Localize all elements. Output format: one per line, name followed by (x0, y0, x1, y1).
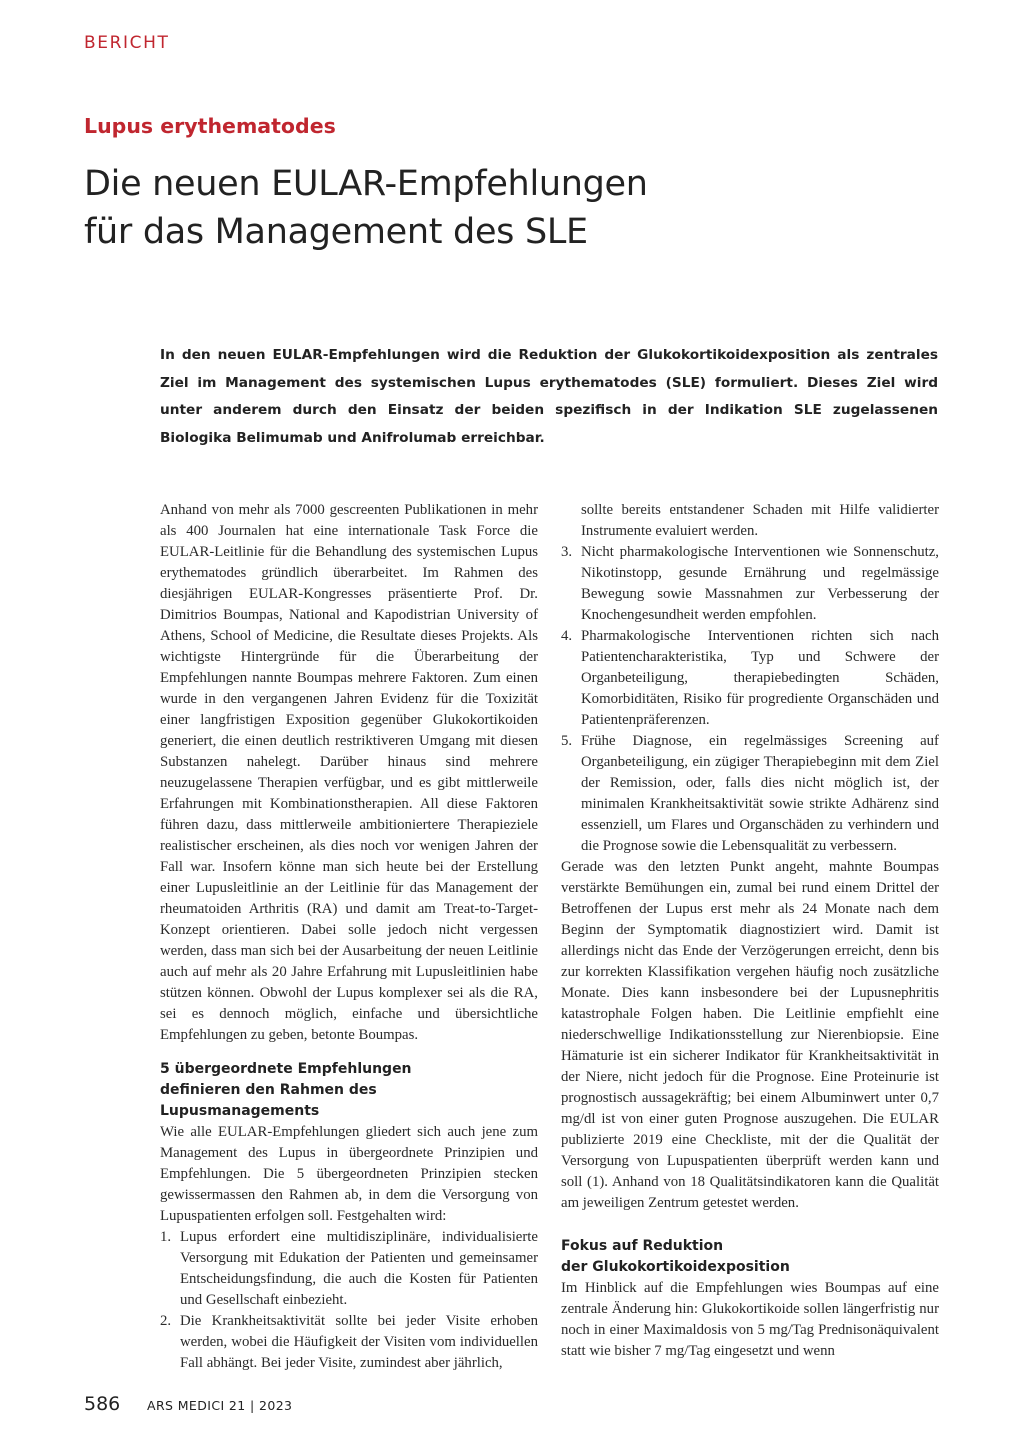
article-kicker: Lupus erythematodes (84, 114, 336, 138)
section-heading-line: Fokus auf Reduktion (561, 1238, 724, 1254)
principles-list (160, 1227, 538, 1374)
page-number: 586 (84, 1393, 121, 1415)
section-label: BERICHT (84, 33, 170, 53)
title-line-2: für das Management des SLE (84, 212, 588, 252)
list-item (160, 1311, 538, 1374)
list-item-text: Pharmakologische Interventionen richten sich nach Patientencharakteristika, Typ und Schwere der Organbeteiligung, therapiebedingten Schäden, Komorbiditäten, Risiko für progrediente Organschäden und Patientenpräferenzen. (581, 628, 939, 728)
text-column-left (160, 500, 538, 1374)
list-item (561, 626, 939, 731)
list-item-number: 3. (561, 544, 573, 560)
list-item-text: Frühe Diagnose, ein regelmässiges Screening auf Organbeteiligung, ein zügiger Therapiebeginn mit dem Ziel der Remission, oder, falls dies nicht möglich ist, der minimalen Krankheitsaktivität sowie strikte Adhärenz sind essenziell, um Flares und Organschäden zu verhindern und die Prognose sowie die Lebensqualität zu verbessern. (581, 733, 939, 854)
article-lead: In den neuen EULAR-Empfehlungen wird die Reduktion der Glukokortikoidexposition als zentrales Ziel im Management des systemischen Lupus erythematodes (SLE) formuliert. Dieses Ziel wird unter anderem durch den Einsatz der beiden spezifisch in der Indikation SLE zugelassenen Biologika Belimumab und Anifrolumab erreichbar. (160, 347, 938, 446)
journal-issue: ARS MEDICI 21 | 2023 (147, 1398, 293, 1413)
body-paragraph: Wie alle EULAR-Empfehlungen gliedert sich auch jene zum Management des Lupus in übergeordnete Prinzipien und Empfehlungen. Die 5 übergeordneten Prinzipien stecken gewissermassen den Rahmen ab, in dem die Versorgung von Lupuspatienten erfolgen soll. Festgehalten wird: (160, 1124, 538, 1224)
list-item-number: 2. (160, 1313, 172, 1329)
list-item-text: Nicht pharmakologische Interventionen wie Sonnenschutz, Nikotinstopp, gesunde Ernährung und regelmässige Bewegung sowie Massnahmen zur Verbesserung der Knochengesundheit werden empfohlen. (581, 544, 939, 623)
section-heading-line: 5 übergeordnete Empfehlungen (160, 1061, 412, 1077)
list-item (561, 731, 939, 857)
body-paragraph: Im Hinblick auf die Empfehlungen wies Boumpas auf eine zentrale Änderung hin: Glukokortikoide sollen längerfristig nur noch in einer Maximaldosis von 5 mg/Tag Prednisonäquivalent statt wie bisher 7 mg/Tag eingesetzt und wenn (561, 1280, 939, 1359)
article-title (84, 160, 944, 256)
list-item (561, 542, 939, 626)
body-paragraph: Gerade was den letzten Punkt angeht, mahnte Boumpas verstärkte Bemühungen ein, zumal bei rund einem Drittel der Betroffenen der Lupus erst mehr als 24 Monate nach dem Beginn der Symptomatik diagnostiziert wird. Damit ist allerdings nicht das Ende der Verzögerungen erreicht, denn bis zur korrekten Klassifikation vergehen häufig noch zusätzliche Monate. Dies kann insbesondere bei der Lupusnephritis katastrophale Folgen haben. Die Leitlinie empfiehlt eine niederschwellige Indikationsstellung zur Nierenbiopsie. Eine Hämaturie ist ein sicherer Indikator für Krankheitsaktivität in der Niere, nicht jedoch für die Prognose. Eine Proteinurie ist prognostisch aussagekräftig; bei einem Albuminwert unter 0,7 mg/dl ist von einer guten Prognose auszugehen. Die EULAR publizierte 2019 eine Checkliste, mit der die Qualität der Versorgung von Lupuspatienten überprüft werden kann und soll (1). Anhand von 18 Qualitätsindikatoren kann die Qualität am jeweiligen Zentrum getestet werden. (561, 859, 939, 1211)
principles-list (561, 542, 939, 857)
list-item-continuation: sollte bereits entstandener Schaden mit Hilfe validierter Instrumente evaluiert werden. (581, 502, 939, 539)
body-paragraph: Anhand von mehr als 7000 gescreenten Publikationen in mehr als 400 Journalen hat eine internationale Task Force die EULAR-Leitlinie für die Behandlung des systemischen Lupus erythematodes gründlich überarbeitet. Im Rahmen des diesjährigen EULAR-Kongresses präsentierte Prof. Dr. Dimitrios Boumpas, National and Kapodistrian University of Athens, School of Medicine, die Resultate dieses Projekts. Als wichtigste Hintergründe für die Überarbeitung der Empfehlungen nannte Boumpas mehrere Faktoren. Zum einen wurde in den vergangenen Jahren Evidenz für die Toxizität einer langfristigen Exposition gegenüber Glukokortikoiden generiert, die einen deutlich restriktiveren Umgang mit diesen Substanzen nahelegt. Darüber hinaus sind mehrere neuzugelassene Therapien verfügbar, und es gibt mittlerweile Erfahrungen mit Kombinationstherapien. All diese Faktoren führen dazu, dass mittlerweile ambitioniertere Therapieziele realistischer erscheinen, als dies noch vor wenigen Jahren der Fall war. Insofern könne man sich heute bei der Erstellung einer Lupusleitlinie an der Leitlinie für das Management der rheumatoiden Arthritis (RA) und damit am Treat-to-Target-Konzept orientieren. Dabei solle jedoch nicht vergessen werden, dass man sich bei der Ausarbeitung der neuen Leitlinie auch auf mehr als 20 Jahre Erfahrung mit Lupusleitlinien habe stützen können. Obwohl der Lupus komplexer sei als die RA, sei es dennoch möglich, einfache und übersichtliche Empfehlungen zu geben, betonte Boumpas. (160, 502, 538, 1043)
list-item-number: 1. (160, 1229, 172, 1245)
list-item-number: 4. (561, 628, 573, 644)
list-item-text: Lupus erfordert eine multidisziplinäre, individualisierte Versorgung mit Edukation der Patienten und gemeinsamer Entscheidungsfindung, die auch die Kosten für Patienten und Gesellschaft einbezieht. (180, 1229, 538, 1308)
section-heading-line: definieren den Rahmen des Lupusmanagements (160, 1082, 377, 1119)
text-column-right (561, 500, 939, 1362)
title-line-1: Die neuen EULAR-Empfehlungen (84, 164, 648, 204)
list-item-text: Die Krankheitsaktivität sollte bei jeder Visite erhoben werden, wobei die Häufigkeit der Visiten vom individuellen Fall abhängt. Bei jeder Visite, zumindest aber jährlich, (180, 1313, 538, 1371)
list-item (160, 1227, 538, 1311)
section-heading (160, 1059, 538, 1122)
section-heading (561, 1236, 939, 1278)
list-item-number: 5. (561, 733, 573, 749)
section-heading-line: der Glukokortikoidexposition (561, 1259, 790, 1275)
